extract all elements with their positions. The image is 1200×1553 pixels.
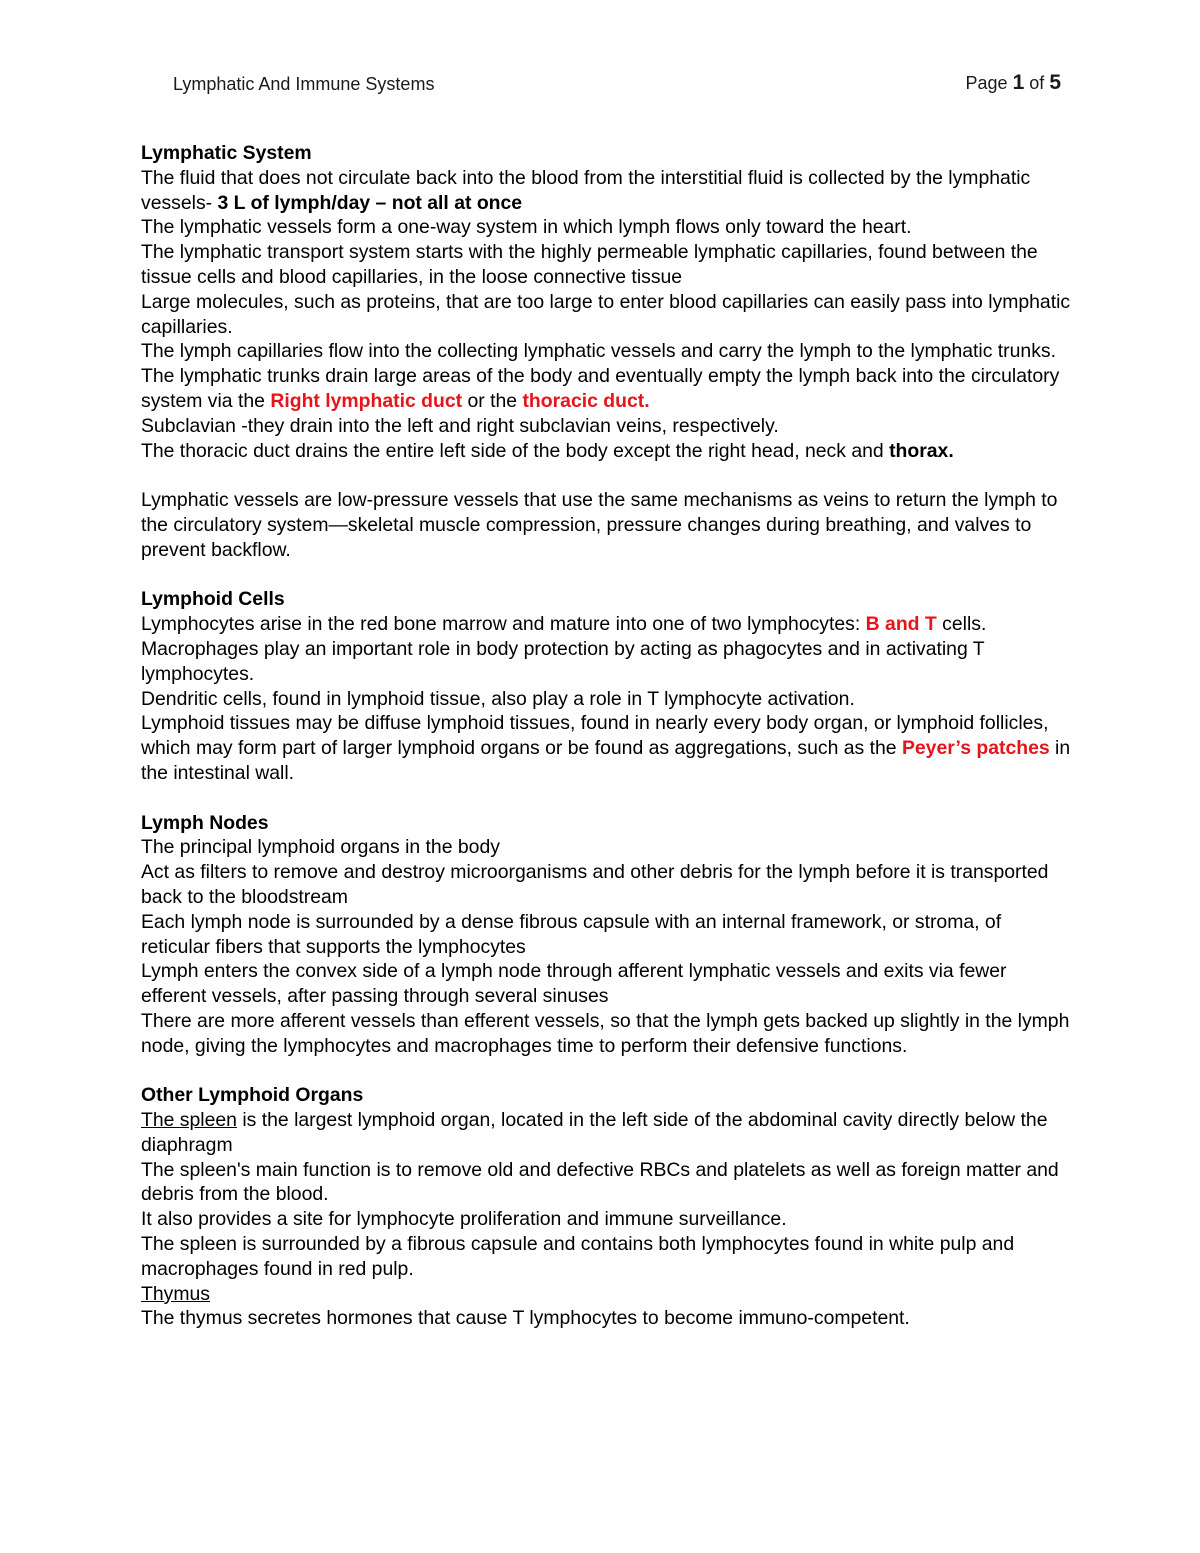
paragraph: Large molecules, such as proteins, that are too large to enter blood capillaries can easily pass into lymphatic capillaries. (141, 290, 1071, 338)
page-current: 1 (1012, 71, 1025, 94)
section-heading-other-lymphoid-organs: Other Lymphoid Organs (141, 1084, 364, 1107)
paragraph: The fluid that does not circulate back into the blood from the interstitial fluid is collected by the lymphatic vessels- 3 L of lymph/day – not all at once (141, 166, 1031, 214)
paragraph: The spleen is surrounded by a fibrous capsule and contains both lymphocytes found in white pulp and macrophages found in red pulp. (141, 1233, 1015, 1280)
page-number: Page 1 of 5 (965, 71, 1061, 94)
section-heading-lymphatic-system: Lymphatic System (141, 142, 312, 164)
spacer (141, 563, 1071, 588)
paragraph: It also provides a site for lymphocyte proliferation and immune surveillance. (141, 1208, 787, 1231)
section-heading-lymph-nodes: Lymph Nodes (141, 811, 269, 834)
paragraph: The lymph capillaries flow into the collecting lymphatic vessels and carry the lymph to the lymphatic trunks. (141, 340, 1056, 363)
paragraph: Subclavian -they drain into the left and right subclavian veins, respectively. (141, 414, 779, 437)
paragraph: Lymphocytes arise in the red bone marrow and mature into one of two lymphocytes: B and T cells. (141, 613, 987, 636)
document-body (141, 141, 1071, 1331)
page-header (173, 71, 1061, 100)
section-heading-lymphoid-cells: Lymphoid Cells (141, 588, 285, 611)
paragraph: The thoracic duct drains the entire left side of the body except the right head, neck and thorax. (141, 439, 954, 462)
paragraph: The thymus secretes hormones that cause T lymphocytes to become immuno-competent. (141, 1307, 910, 1330)
highlight-b-and-t: B and T (865, 613, 937, 636)
highlight-peyers-patches: Peyer’s patches (901, 737, 1050, 760)
paragraph: Lymph enters the convex side of a lymph node through afferent lymphatic vessels and exits via fewer efferent vessels, after passing through several sinuses (141, 960, 1007, 1008)
paragraph: Act as filters to remove and destroy microorganisms and other debris for the lymph before it is transported back to the bloodstream (141, 861, 1049, 908)
paragraph: The lymphatic trunks drain large areas of the body and eventually empty the lymph back into the circulatory system via the Right lymphatic duct or the thoracic duct. (141, 365, 1060, 412)
paragraph: Macrophages play an important role in body protection by acting as phagocytes and in activating T lymphocytes. (141, 637, 985, 685)
highlight-right-lymphatic-duct: Right lymphatic duct (270, 389, 463, 412)
bold-text: thorax. (889, 439, 954, 462)
document-title: Lymphatic And Immune Systems (173, 74, 435, 94)
paragraph: Dendritic cells, found in lymphoid tissue, also play a role in T lymphocyte activation. (141, 687, 855, 710)
spacer (141, 463, 1071, 488)
spacer (141, 1058, 1071, 1083)
bold-text: 3 L of lymph/day – not all at once (217, 191, 523, 214)
paragraph: The principal lymphoid organs in the body (141, 836, 500, 859)
paragraph: The lymphatic vessels form a one-way system in which lymph flows only toward the heart. (141, 216, 912, 239)
page-total: 5 (1049, 71, 1061, 94)
highlight-thoracic-duct: thoracic duct. (522, 389, 650, 412)
paragraph: The lymphatic transport system starts with the highly permeable lymphatic capillaries, found between the tissue cells and blood capillaries, in the loose connective tissue (141, 241, 1038, 288)
paragraph: Lymphatic vessels are low-pressure vessels that use the same mechanisms as veins to return the lymph to the circulatory system—skeletal muscle compression, pressure changes during breathing, and valves to prevent backflow. (141, 489, 1058, 561)
paragraph: The spleen's main function is to remove old and defective RBCs and platelets as well as foreign matter and debris from the blood. (141, 1158, 1059, 1206)
spacer (141, 786, 1071, 811)
paragraph: The spleen is the largest lymphoid organ, located in the left side of the abdominal cavity directly below the diaphragm (141, 1109, 1048, 1156)
paragraph: Each lymph node is surrounded by a dense fibrous capsule with an internal framework, or stroma, of reticular fibers that supports the lymphocytes (141, 910, 1002, 958)
subheading-thymus: Thymus (141, 1282, 210, 1305)
paragraph: Lymphoid tissues may be diffuse lymphoid tissues, found in nearly every body organ, or lymphoid follicles, which may form part of larger lymphoid organs or be found as aggregations, such as the Peyer’s patches in the intestinal wall. (141, 712, 1071, 784)
underlined-text: The spleen (141, 1109, 237, 1132)
paragraph: There are more afferent vessels than efferent vessels, so that the lymph gets backed up slightly in the lymph node, giving the lymphocytes and macrophages time to perform their defensive functions. (141, 1009, 1070, 1057)
